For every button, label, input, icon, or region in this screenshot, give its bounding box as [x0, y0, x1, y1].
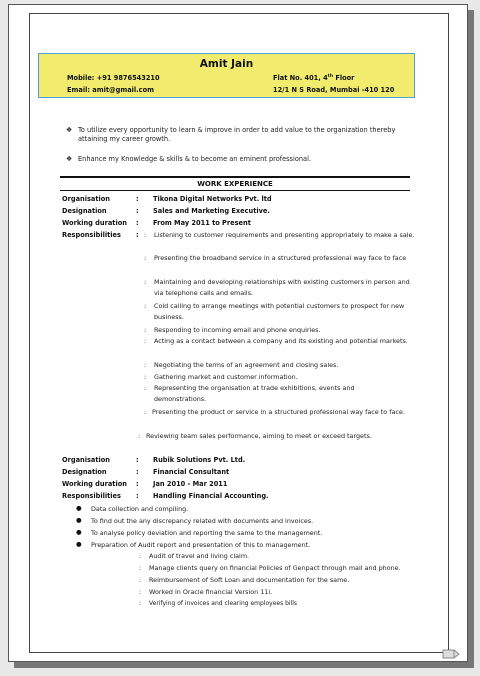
job1-duration: From May 2011 to Present: [153, 219, 251, 227]
job2-bullet: Preparation of Audit report and presentation of this to management.: [91, 541, 311, 549]
item-colon: :: [139, 576, 142, 584]
label-organisation: Organisation: [62, 456, 110, 464]
email-address: Email: amit@gmail.com: [67, 86, 154, 94]
responsibility-item: [144, 407, 420, 418]
sub-item-text: Verifying of invoices and clearing employees bills: [149, 600, 298, 607]
responsibility-item: [144, 253, 416, 264]
job2-responsibilities-title: Handling Financial Accounting.: [153, 492, 269, 500]
item-colon: :: [144, 408, 147, 416]
label-organisation: Organisation: [62, 195, 110, 203]
bullet-dot-icon: ●: [76, 540, 82, 548]
job1-organisation: Tikona Digital Networks Pvt. ltd: [153, 195, 272, 203]
bullet-dot-icon: ●: [76, 504, 82, 512]
bullet-dot-icon: ●: [76, 516, 82, 524]
item-colon: :: [139, 600, 142, 607]
label-colon: :: [136, 219, 139, 227]
sub-item-text: Audit of travel and living claim.: [149, 552, 250, 560]
responsibility-text: Reviewing team sales performance, aiming to meet or exceed targets.: [146, 432, 372, 440]
diamond-bullet-icon: ❖: [66, 155, 73, 163]
address-line-1-end: Floor: [333, 74, 355, 83]
item-colon: :: [139, 588, 142, 596]
job2-sub-item: [139, 588, 273, 596]
responsibility-item: [144, 360, 416, 371]
item-colon: :: [144, 384, 147, 392]
label-colon: :: [136, 492, 139, 500]
responsibility-text: Presenting the product or service in a structured professional way face to face.: [152, 408, 405, 416]
label-working-duration: Working duration: [62, 219, 127, 227]
label-responsibilities: Responsibilities: [62, 231, 121, 239]
label-designation: Designation: [62, 207, 107, 215]
mobile-number: Mobile: +91 9876543210: [67, 74, 160, 82]
responsibility-text: Gathering market and customer information.: [154, 373, 298, 381]
bullet-dot-icon: ●: [76, 528, 82, 536]
job2-sub-item: [139, 564, 401, 572]
responsibility-text: Negotiating the terms of an agreement and closing sales.: [154, 361, 339, 369]
label-designation: Designation: [62, 468, 107, 476]
responsibility-item: [144, 325, 416, 336]
item-colon: :: [144, 326, 147, 334]
job2-bullet: To analyse policy deviation and reporting the same to the management.: [91, 529, 323, 537]
label-colon: :: [136, 456, 139, 464]
address-line-1: [273, 74, 354, 82]
responsibility-text: Cold calling to arrange meetings with potential customers to prospect for new business.: [154, 302, 405, 322]
responsibility-item: [138, 431, 426, 442]
sub-item-text: Reimbursement of Soft Loan and documentation for the same.: [149, 576, 350, 584]
responsibility-item: [144, 230, 416, 241]
diamond-bullet-icon: ❖: [66, 126, 73, 134]
section-rule-bottom: [60, 190, 410, 191]
responsibility-text: Representing the organisation at trade exhibitions, events and demonstrations.: [154, 384, 355, 404]
label-responsibilities: Responsibilities: [62, 492, 121, 500]
objective-text: To utilize every opportunity to learn & improve in order to add value to the organization thereby attaining my career growth.: [78, 126, 396, 143]
objective-item: [66, 126, 408, 143]
responsibility-text: Maintaining and developing relationships with existing customers in person and via telephone calls and emails.: [154, 278, 410, 298]
job2-duration: Jan 2010 - Mar 2011: [153, 480, 228, 488]
objective-text: Enhance my Knowledge & skills & to become an eminent professional.: [78, 155, 312, 163]
job2-sub-item: [139, 576, 350, 584]
item-colon: :: [144, 231, 147, 239]
item-colon: :: [144, 254, 147, 262]
job2-sub-item: [139, 552, 250, 560]
job2-designation: Financial Consultant: [153, 468, 230, 476]
item-colon: :: [139, 552, 142, 560]
section-rule-top: [60, 176, 410, 178]
responsibility-item: [144, 301, 416, 323]
label-colon: :: [136, 480, 139, 488]
responsibility-text: Listening to customer requirements and presenting appropriately to make a sale.: [154, 231, 415, 239]
section-title-work-experience: WORK EXPERIENCE: [197, 180, 273, 188]
job2-bullet: Data collection and compiling.: [91, 505, 189, 513]
item-colon: :: [144, 278, 147, 286]
label-colon: :: [136, 207, 139, 215]
item-colon: :: [138, 432, 141, 440]
item-colon: :: [144, 337, 147, 345]
job1-designation: Sales and Marketing Executive.: [153, 207, 270, 215]
candidate-name: Amit Jain: [199, 58, 254, 70]
address-line-2: 12/1 N S Road, Mumbai -410 120: [273, 86, 395, 94]
responsibility-text: Acting as a contact between a company and its existing and potential markets.: [154, 337, 408, 345]
label-colon: :: [136, 468, 139, 476]
responsibility-text: Responding to incoming email and phone enquiries.: [154, 326, 321, 334]
page-curl-icon: [442, 648, 460, 660]
label-colon: :: [136, 195, 139, 203]
address-superscript: th: [327, 74, 334, 79]
item-colon: :: [144, 302, 147, 310]
item-colon: :: [139, 564, 142, 572]
address-line-1-text: Flat No. 401, 4: [273, 74, 328, 83]
job2-organisation: Rubik Solutions Pvt. Ltd.: [153, 456, 246, 464]
label-colon: :: [136, 231, 139, 239]
sub-item-text: Manage clients query on financial Policies of Genpact through mail and phone.: [149, 564, 401, 572]
job2-sub-item: [139, 600, 298, 607]
responsibility-item: [144, 277, 416, 299]
responsibility-item: [144, 336, 416, 347]
contact-header-box: [38, 53, 415, 98]
responsibility-text: Presenting the broadband service in a structured professional way face to face: [154, 254, 407, 262]
responsibility-item: [144, 372, 416, 383]
job2-bullet: To find out the any discrepancy related with documents and invoices.: [91, 517, 314, 525]
sub-item-text: Worked in Oracle financial Version 11i.: [149, 588, 273, 596]
objective-item: [66, 155, 408, 164]
item-colon: :: [144, 373, 147, 381]
item-colon: :: [144, 361, 147, 369]
responsibility-item: [144, 383, 394, 405]
label-working-duration: Working duration: [62, 480, 127, 488]
